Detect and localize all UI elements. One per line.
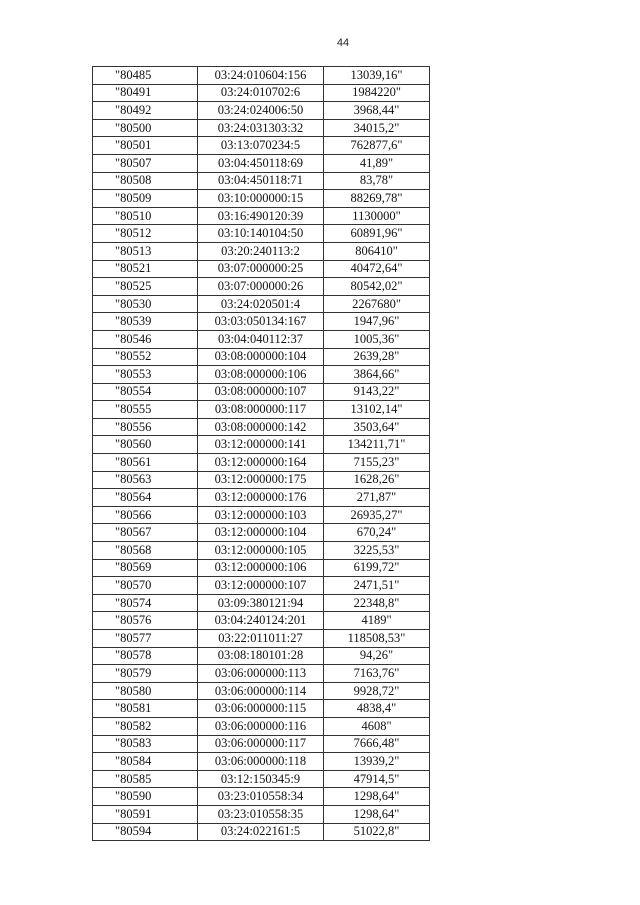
record-number-cell: "80556 xyxy=(93,418,198,436)
record-number-cell: "80585 xyxy=(93,770,198,788)
record-number-cell: "80546 xyxy=(93,330,198,348)
table-row xyxy=(93,665,430,683)
cadastral-number-cell: 03:12:000000:104 xyxy=(198,524,324,542)
record-number-cell: "80510 xyxy=(93,207,198,225)
table-row xyxy=(93,84,430,102)
record-number-cell: "80513 xyxy=(93,242,198,260)
record-number-cell: "80591 xyxy=(93,805,198,823)
cadastral-number-cell: 03:13:070234:5 xyxy=(198,137,324,155)
record-number-cell: "80492 xyxy=(93,102,198,120)
record-number-cell: "80594 xyxy=(93,823,198,841)
table-row xyxy=(93,401,430,419)
table-row xyxy=(93,172,430,190)
table-row xyxy=(93,630,430,648)
record-number-cell: "80579 xyxy=(93,665,198,683)
cadastral-number-cell: 03:06:000000:118 xyxy=(198,753,324,771)
value-cell: 2471,51" xyxy=(324,577,430,595)
record-number-cell: "80566 xyxy=(93,506,198,524)
value-cell: 1984220" xyxy=(324,84,430,102)
cadastral-number-cell: 03:08:000000:104 xyxy=(198,348,324,366)
cadastral-number-cell: 03:06:000000:114 xyxy=(198,682,324,700)
cadastral-number-cell: 03:23:010558:34 xyxy=(198,788,324,806)
table-row xyxy=(93,559,430,577)
table-row xyxy=(93,242,430,260)
cadastral-number-cell: 03:23:010558:35 xyxy=(198,805,324,823)
value-cell: 40472,64" xyxy=(324,260,430,278)
table-row xyxy=(93,154,430,172)
cadastral-number-cell: 03:08:180101:28 xyxy=(198,647,324,665)
table-row xyxy=(93,524,430,542)
value-cell: 13039,16" xyxy=(324,67,430,85)
value-cell: 9928,72" xyxy=(324,682,430,700)
table-row xyxy=(93,102,430,120)
record-number-cell: "80501 xyxy=(93,137,198,155)
value-cell: 80542,02" xyxy=(324,278,430,296)
value-cell: 7666,48" xyxy=(324,735,430,753)
value-cell: 3864,66" xyxy=(324,366,430,384)
value-cell: 22348,8" xyxy=(324,594,430,612)
value-cell: 1130000" xyxy=(324,207,430,225)
record-number-cell: "80530 xyxy=(93,295,198,313)
cadastral-number-cell: 03:12:000000:175 xyxy=(198,471,324,489)
record-number-cell: "80500 xyxy=(93,119,198,137)
value-cell: 806410" xyxy=(324,242,430,260)
cadastral-number-cell: 03:12:000000:106 xyxy=(198,559,324,577)
record-number-cell: "80564 xyxy=(93,489,198,507)
cadastral-number-cell: 03:12:000000:107 xyxy=(198,577,324,595)
record-number-cell: "80590 xyxy=(93,788,198,806)
cadastral-number-cell: 03:20:240113:2 xyxy=(198,242,324,260)
table-row xyxy=(93,753,430,771)
table-row xyxy=(93,383,430,401)
table-row xyxy=(93,682,430,700)
table-row xyxy=(93,260,430,278)
record-number-cell: "80539 xyxy=(93,313,198,331)
record-number-cell: "80581 xyxy=(93,700,198,718)
page-number: 44 xyxy=(336,37,350,49)
table-row xyxy=(93,366,430,384)
table-row xyxy=(93,805,430,823)
value-cell: 271,87" xyxy=(324,489,430,507)
table-row xyxy=(93,770,430,788)
table-row xyxy=(93,207,430,225)
value-cell: 7163,76" xyxy=(324,665,430,683)
value-cell: 1005,36" xyxy=(324,330,430,348)
cadastral-number-cell: 03:12:000000:105 xyxy=(198,542,324,560)
value-cell: 51022,8" xyxy=(324,823,430,841)
cadastral-number-cell: 03:24:022161:5 xyxy=(198,823,324,841)
record-number-cell: "80553 xyxy=(93,366,198,384)
record-number-cell: "80509 xyxy=(93,190,198,208)
table-row xyxy=(93,137,430,155)
record-number-cell: "80570 xyxy=(93,577,198,595)
value-cell: 1298,64" xyxy=(324,805,430,823)
table-row xyxy=(93,313,430,331)
value-cell: 118508,53" xyxy=(324,630,430,648)
cadastral-number-cell: 03:06:000000:116 xyxy=(198,717,324,735)
value-cell: 83,78" xyxy=(324,172,430,190)
cadastral-number-cell: 03:24:024006:50 xyxy=(198,102,324,120)
table-row xyxy=(93,348,430,366)
cadastral-number-cell: 03:06:000000:117 xyxy=(198,735,324,753)
cadastral-number-cell: 03:07:000000:26 xyxy=(198,278,324,296)
record-number-cell: "80563 xyxy=(93,471,198,489)
cadastral-number-cell: 03:12:150345:9 xyxy=(198,770,324,788)
cadastral-number-cell: 03:04:450118:69 xyxy=(198,154,324,172)
value-cell: 3968,44" xyxy=(324,102,430,120)
table-row xyxy=(93,119,430,137)
data-table xyxy=(92,66,430,841)
value-cell: 4838,4" xyxy=(324,700,430,718)
value-cell: 34015,2" xyxy=(324,119,430,137)
table-row xyxy=(93,735,430,753)
table-row xyxy=(93,823,430,841)
record-number-cell: "80567 xyxy=(93,524,198,542)
cadastral-number-cell: 03:09:380121:94 xyxy=(198,594,324,612)
table-row xyxy=(93,577,430,595)
cadastral-number-cell: 03:16:490120:39 xyxy=(198,207,324,225)
cadastral-number-cell: 03:07:000000:25 xyxy=(198,260,324,278)
value-cell: 13939,2" xyxy=(324,753,430,771)
table-row xyxy=(93,436,430,454)
cadastral-number-cell: 03:24:010604:156 xyxy=(198,67,324,85)
value-cell: 2267680" xyxy=(324,295,430,313)
cadastral-number-cell: 03:10:000000:15 xyxy=(198,190,324,208)
value-cell: 88269,78" xyxy=(324,190,430,208)
table-row xyxy=(93,471,430,489)
table-row xyxy=(93,67,430,85)
table-row xyxy=(93,454,430,472)
value-cell: 6199,72" xyxy=(324,559,430,577)
cadastral-number-cell: 03:04:240124:201 xyxy=(198,612,324,630)
value-cell: 762877,6" xyxy=(324,137,430,155)
record-number-cell: "80508 xyxy=(93,172,198,190)
record-number-cell: "80568 xyxy=(93,542,198,560)
table-row xyxy=(93,542,430,560)
cadastral-number-cell: 03:08:000000:142 xyxy=(198,418,324,436)
value-cell: 1947,96" xyxy=(324,313,430,331)
table-row xyxy=(93,594,430,612)
value-cell: 1298,64" xyxy=(324,788,430,806)
value-cell: 670,24" xyxy=(324,524,430,542)
cadastral-number-cell: 03:24:020501:4 xyxy=(198,295,324,313)
cadastral-number-cell: 03:24:010702:6 xyxy=(198,84,324,102)
value-cell: 47914,5" xyxy=(324,770,430,788)
table-row xyxy=(93,612,430,630)
cadastral-number-cell: 03:08:000000:107 xyxy=(198,383,324,401)
value-cell: 134211,71" xyxy=(324,436,430,454)
record-number-cell: "80574 xyxy=(93,594,198,612)
value-cell: 41,89" xyxy=(324,154,430,172)
value-cell: 60891,96" xyxy=(324,225,430,243)
value-cell: 9143,22" xyxy=(324,383,430,401)
record-number-cell: "80582 xyxy=(93,717,198,735)
record-number-cell: "80578 xyxy=(93,647,198,665)
record-number-cell: "80554 xyxy=(93,383,198,401)
table-row xyxy=(93,506,430,524)
cadastral-number-cell: 03:06:000000:115 xyxy=(198,700,324,718)
table-body xyxy=(93,67,430,841)
record-number-cell: "80576 xyxy=(93,612,198,630)
record-number-cell: "80485 xyxy=(93,67,198,85)
cadastral-number-cell: 03:22:011011:27 xyxy=(198,630,324,648)
value-cell: 3503,64" xyxy=(324,418,430,436)
record-number-cell: "80584 xyxy=(93,753,198,771)
table-row xyxy=(93,225,430,243)
value-cell: 4189" xyxy=(324,612,430,630)
value-cell: 26935,27" xyxy=(324,506,430,524)
record-number-cell: "80552 xyxy=(93,348,198,366)
record-number-cell: "80507 xyxy=(93,154,198,172)
cadastral-number-cell: 03:10:140104:50 xyxy=(198,225,324,243)
value-cell: 13102,14" xyxy=(324,401,430,419)
value-cell: 94,26" xyxy=(324,647,430,665)
cadastral-number-cell: 03:12:000000:164 xyxy=(198,454,324,472)
value-cell: 2639,28" xyxy=(324,348,430,366)
table-row xyxy=(93,330,430,348)
table-row xyxy=(93,489,430,507)
table-row xyxy=(93,717,430,735)
value-cell: 1628,26" xyxy=(324,471,430,489)
record-number-cell: "80561 xyxy=(93,454,198,472)
record-number-cell: "80512 xyxy=(93,225,198,243)
cadastral-number-cell: 03:08:000000:117 xyxy=(198,401,324,419)
value-cell: 3225,53" xyxy=(324,542,430,560)
record-number-cell: "80525 xyxy=(93,278,198,296)
record-number-cell: "80560 xyxy=(93,436,198,454)
cadastral-number-cell: 03:08:000000:106 xyxy=(198,366,324,384)
table-row xyxy=(93,700,430,718)
record-number-cell: "80577 xyxy=(93,630,198,648)
table-row xyxy=(93,647,430,665)
cadastral-number-cell: 03:04:040112:37 xyxy=(198,330,324,348)
value-cell: 7155,23" xyxy=(324,454,430,472)
cadastral-number-cell: 03:12:000000:176 xyxy=(198,489,324,507)
cadastral-number-cell: 03:12:000000:141 xyxy=(198,436,324,454)
table-row xyxy=(93,788,430,806)
table-row xyxy=(93,418,430,436)
record-number-cell: "80491 xyxy=(93,84,198,102)
record-number-cell: "80555 xyxy=(93,401,198,419)
value-cell: 4608" xyxy=(324,717,430,735)
table-row xyxy=(93,278,430,296)
cadastral-number-cell: 03:06:000000:113 xyxy=(198,665,324,683)
cadastral-number-cell: 03:12:000000:103 xyxy=(198,506,324,524)
table-row xyxy=(93,295,430,313)
record-number-cell: "80583 xyxy=(93,735,198,753)
record-number-cell: "80580 xyxy=(93,682,198,700)
record-number-cell: "80569 xyxy=(93,559,198,577)
cadastral-number-cell: 03:04:450118:71 xyxy=(198,172,324,190)
cadastral-number-cell: 03:03:050134:167 xyxy=(198,313,324,331)
cadastral-number-cell: 03:24:031303:32 xyxy=(198,119,324,137)
table-row xyxy=(93,190,430,208)
record-number-cell: "80521 xyxy=(93,260,198,278)
